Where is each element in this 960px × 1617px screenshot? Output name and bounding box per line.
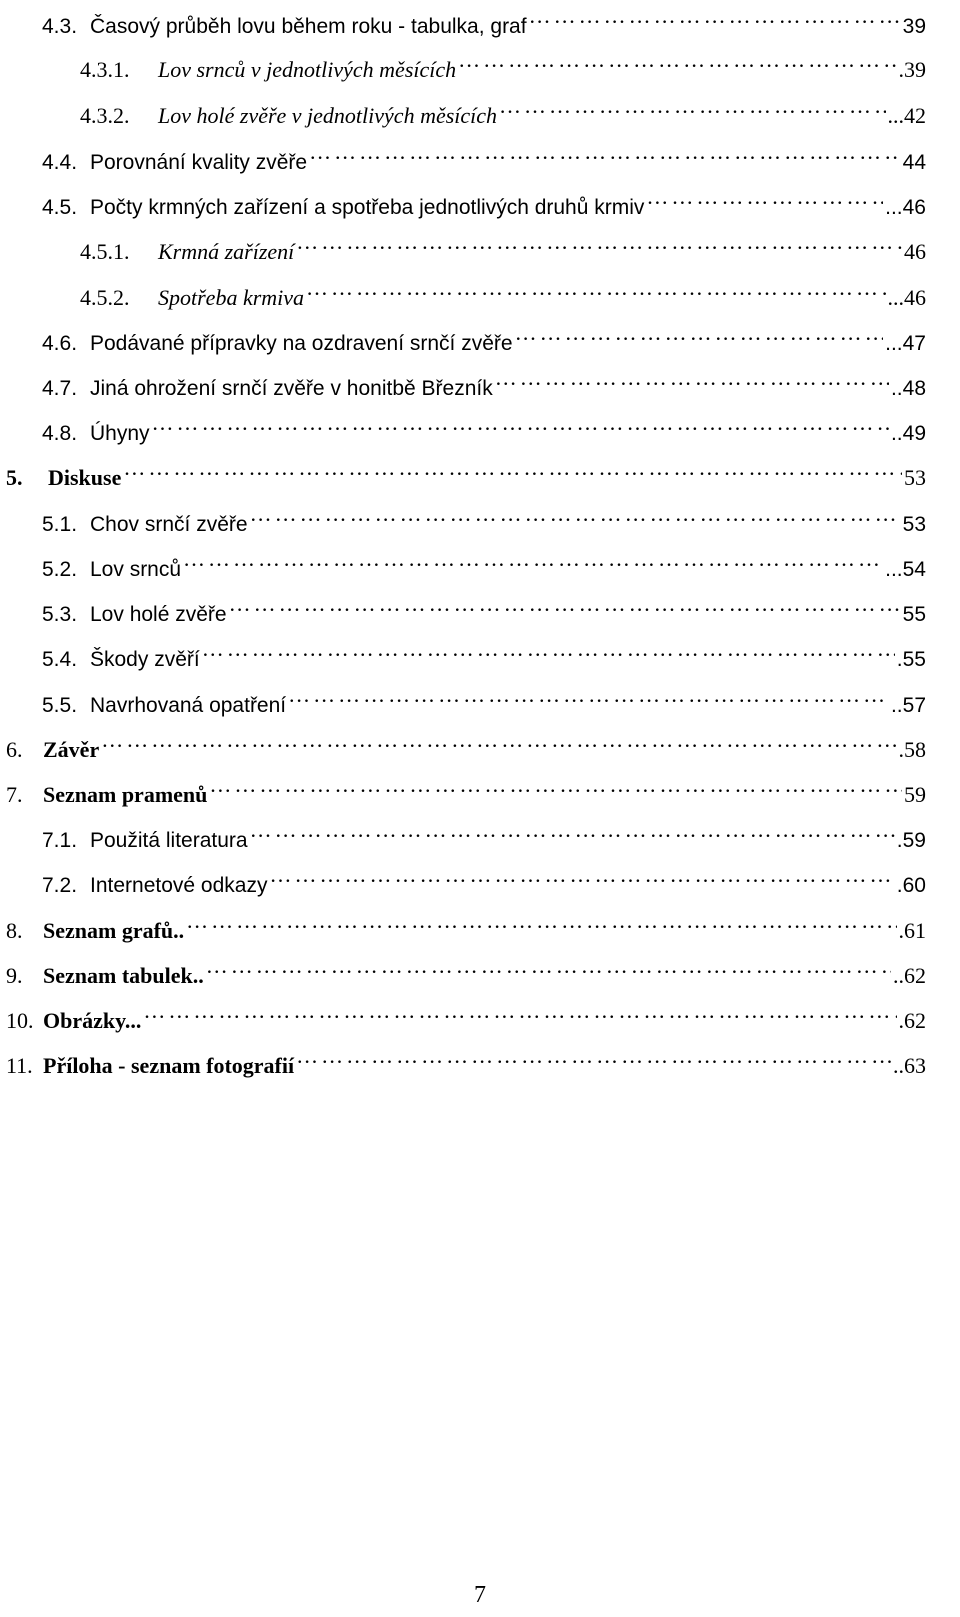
toc-entry-5-2[interactable] — [42, 542, 926, 581]
toc-entry-title: Seznam grafů.. — [43, 918, 185, 943]
dot-leader — [296, 1039, 891, 1073]
toc-entry-4-6[interactable] — [42, 316, 926, 355]
toc-entry-5-1[interactable] — [42, 497, 926, 536]
toc-entry-number: 10. — [6, 1008, 34, 1033]
toc-entry-number: 4.5.2. — [80, 285, 130, 310]
dot-leader — [229, 587, 901, 621]
toc-entry-title: Úhyny — [90, 422, 150, 445]
toc-entry-number: 7. — [6, 782, 23, 807]
dot-leader — [306, 271, 885, 305]
dot-leader — [152, 406, 889, 440]
toc-entry-title: Internetové odkazy — [90, 874, 268, 897]
toc-entry-title: Lov holé zvěře — [90, 603, 227, 626]
toc-entry-page: ...46 — [885, 196, 926, 219]
toc-entry-page: 39 — [902, 15, 926, 38]
toc-entry-5-3[interactable] — [42, 587, 926, 626]
toc-entry-title: Chov srnčí zvěře — [90, 513, 248, 536]
toc-entry-7-2[interactable] — [42, 858, 926, 897]
toc-entry-title: Obrázky... — [43, 1008, 142, 1033]
toc-entry-title: Jiná ohrožení srnčí zvěře v honitbě Březník — [90, 377, 493, 400]
dot-leader — [529, 0, 901, 33]
toc-entry-5-5[interactable] — [42, 678, 926, 717]
toc-entry-4-3[interactable] — [42, 0, 926, 38]
toc-entry-page: ..62 — [893, 963, 926, 988]
toc-entry-page: ..48 — [890, 377, 926, 400]
toc-entry-title: Porovnání kvality zvěře — [90, 151, 308, 174]
toc-entry-4-5-2[interactable] — [80, 271, 926, 310]
toc-entry-page: 53 — [902, 513, 926, 536]
toc-entry-number: 5.3. — [42, 603, 78, 626]
toc-entry-4-3-2[interactable] — [80, 89, 926, 128]
dot-leader — [646, 180, 883, 214]
toc-entry-title: Škody zvěří — [90, 648, 200, 671]
toc-entry-title: Seznam tabulek.. — [43, 963, 204, 988]
dot-leader — [202, 632, 895, 666]
toc-entry-title: Lov holé zvěře v jednotlivých měsících — [158, 103, 498, 128]
toc-entry-number: 4.5.1. — [80, 239, 130, 264]
toc-entry-number: 4.3. — [42, 15, 78, 38]
toc-entry-title: Lov srnců — [90, 558, 182, 581]
dot-leader — [101, 723, 896, 757]
toc-entry-page: .61 — [898, 918, 926, 943]
dot-leader — [123, 451, 902, 485]
toc-entry-9[interactable] — [6, 949, 926, 988]
toc-entry-title: Použitá literatura — [90, 829, 248, 852]
toc-entry-number: 4.7. — [42, 377, 78, 400]
toc-entry-number: 7.1. — [42, 829, 78, 852]
toc-entry-4-8[interactable] — [42, 406, 926, 445]
toc-entry-number: 6. — [6, 737, 23, 762]
dot-leader — [209, 768, 902, 802]
toc-entry-page: ..63 — [893, 1053, 926, 1078]
toc-entry-number: 4.3.2. — [80, 103, 130, 128]
toc-entry-title: Podávané přípravky na ozdravení srnčí zvěře — [90, 332, 513, 355]
toc-entry-page: ..49 — [890, 422, 926, 445]
toc-entry-title: Krmná zařízení — [158, 239, 295, 264]
toc-entry-7-1[interactable] — [42, 813, 926, 852]
toc-entry-10[interactable] — [6, 994, 926, 1033]
page-number: 7 — [474, 1582, 486, 1608]
toc-entry-page: ...42 — [887, 103, 926, 128]
dot-leader — [269, 858, 894, 892]
toc-entry-page: .60 — [896, 874, 926, 897]
toc-entry-number: 5.5. — [42, 694, 78, 717]
toc-entry-4-3-1[interactable] — [80, 43, 926, 82]
dot-leader — [250, 813, 895, 847]
toc-entry-title: Příloha - seznam fotografií — [43, 1053, 295, 1078]
dot-leader — [186, 904, 896, 938]
toc-entry-page: 46 — [904, 239, 926, 264]
toc-entry-5[interactable] — [6, 451, 926, 490]
toc-entry-5-4[interactable] — [42, 632, 926, 671]
toc-entry-page: ...47 — [885, 332, 926, 355]
toc-entry-page: 53 — [904, 465, 926, 490]
toc-entry-title: Navrhovaná opatření — [90, 694, 287, 717]
dot-leader — [296, 225, 902, 259]
toc-entry-page: .55 — [896, 648, 926, 671]
toc-entry-page: ..57 — [890, 694, 926, 717]
dot-leader — [309, 135, 901, 169]
toc-entry-number: 4.4. — [42, 151, 78, 174]
toc-entry-number: 5. — [6, 465, 23, 490]
toc-entry-number: 11. — [6, 1053, 33, 1078]
dot-leader — [183, 542, 883, 576]
toc-entry-title: Časový průběh lovu během roku - tabulka, graf — [90, 15, 527, 38]
toc-entry-number: 4.3.1. — [80, 57, 130, 82]
toc-entry-number: 5.2. — [42, 558, 78, 581]
toc-entry-page: ...54 — [885, 558, 926, 581]
toc-entry-4-5-1[interactable] — [80, 225, 926, 264]
toc-entry-11[interactable] — [6, 1039, 926, 1078]
toc-entry-7[interactable] — [6, 768, 926, 807]
toc-entry-6[interactable] — [6, 723, 926, 762]
toc-entry-title: Závěr — [43, 737, 100, 762]
toc-entry-page: 59 — [904, 782, 926, 807]
toc-entry-title: Spotřeba krmiva — [158, 285, 305, 310]
toc-entry-number: 5.1. — [42, 513, 78, 536]
toc-entry-number: 8. — [6, 918, 23, 943]
dot-leader — [288, 678, 889, 712]
toc-entry-number: 4.8. — [42, 422, 78, 445]
dot-leader — [206, 949, 891, 983]
toc-entry-page: ...46 — [887, 285, 926, 310]
toc-entry-page: .59 — [896, 829, 926, 852]
toc-entry-title: Seznam pramenů — [43, 782, 208, 807]
toc-entry-4-5[interactable] — [42, 180, 926, 219]
toc-entry-title: Počty krmných zařízení a spotřeba jednotlivých druhů krmiv — [90, 196, 645, 219]
dot-leader — [143, 994, 896, 1028]
toc-entry-number: 4.6. — [42, 332, 78, 355]
toc-entry-4-7[interactable] — [42, 361, 926, 400]
dot-leader — [495, 361, 889, 395]
toc-entry-page: 55 — [902, 603, 926, 626]
toc-entry-page: .62 — [898, 1008, 926, 1033]
dot-leader — [499, 89, 885, 123]
toc-entry-page: .58 — [898, 737, 926, 762]
toc-entry-title: Lov srnců v jednotlivých měsících — [158, 57, 457, 82]
toc-entry-page: 44 — [902, 151, 926, 174]
toc-entry-number: 7.2. — [42, 874, 78, 897]
dot-leader — [458, 43, 896, 77]
dot-leader — [250, 497, 901, 531]
toc-entry-number: 4.5. — [42, 196, 78, 219]
toc-entry-page: .39 — [898, 57, 926, 82]
dot-leader — [515, 316, 884, 350]
toc-entry-4-4[interactable] — [42, 135, 926, 174]
toc-entry-8[interactable] — [6, 904, 926, 943]
toc-entry-title: Diskuse — [48, 465, 122, 490]
toc-entry-number: 9. — [6, 963, 23, 988]
toc-entry-number: 5.4. — [42, 648, 78, 671]
